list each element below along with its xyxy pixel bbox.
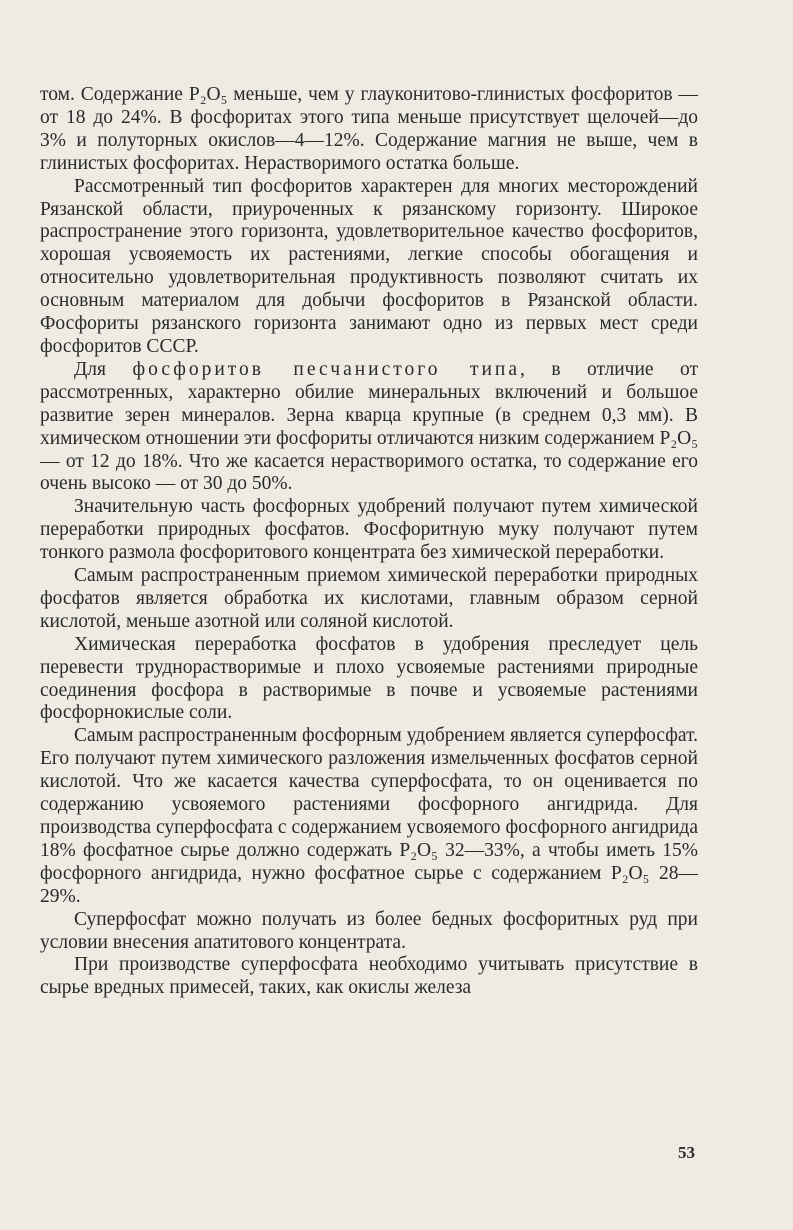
paragraph-body: , в отличие от рассмотренных, характерно обилие минеральных включений и большое развитие зерен минералов. Зерна кварца крупные (в среднем 0,3 мм). В химическом отношении эти фосфориты отличаются низким содержанием P₂O₅— от 12 до 18%. Что же касается нерастворимого остатка, то содержание его очень высоко — от 30 до 50%. <box>40 358 699 495</box>
paragraph-acid-treatment: Самым распространенным приемом химической переработки природных фосфатов является обработка их кислотами, главным образом серной кислотой, меньше азотной или соляной кислотой. <box>40 565 698 632</box>
page-number: 53 <box>678 1143 695 1162</box>
paragraph-lead-word: Для <box>74 358 107 380</box>
paragraph-impurities: При производстве суперфосфата необходимо учитывать присутствие в сырье вредных примесей, таких, как окислы железа <box>40 954 698 999</box>
paragraph-chemical-processing: Значительную часть фосфорных удобрений получают путем химической переработки природных фосфатов. Фосфоритную муку получают путем тонкого размола фосфоритового концентрата без химической переработки. <box>40 496 698 564</box>
paragraph-poor-ores: Суперфосфат можно получать из более бедных фосфоритных руд при условии внесения апатитового концентрата. <box>40 908 698 953</box>
paragraph-processing-goal: Химическая переработка фосфатов в удобрения преследует цель перевести труднорастворимые и плохо усвояемые растениями природные соединения фосфора в растворимые в почве и усвояемые растениями фосфорнокислые соли. <box>40 633 698 724</box>
body-text <box>40 84 698 1000</box>
paragraph-continuation: том. Содержание P₂O₅ меньше, чем у глауконитово-глинистых фосфоритов — от 18 до 24%. В фосфоритах этого типа меньше присутствует щелочей—до 3% и полуторных окислов—4—12%. Содержание магния не выше, чем в глинистых фосфоритах. Нерастворимого остатка больше. <box>40 84 698 174</box>
paragraph-superphosphate: Самым распространенным фосфорным удобрением является суперфосфат. Его получают путем химического разложения измельченных фосфатов серной кислотой. Что же касается качества суперфосфата, то он оценивается по содержанию усвояемого растениями фосфорного ангидрида. Для производства суперфосфата с содержанием усвояемого фосфорного ангидрида 18% фосфатное сырье должно содержать P₂O₅ 32—33%, а чтобы иметь 15% фосфорного ангидрида, нужно фосфатное сырье с содержанием P₂O₅ 28—29%. <box>40 725 698 907</box>
paragraph-ryazan-phosphorites: Рассмотренный тип фосфоритов характерен для многих месторождений Рязанской области, приуроченных к рязанскому горизонту. Широкое распространение этого горизонта, удовлетворительное качество фосфоритов, хорошая усвояемость их растениями, легкие способы обогащения и относительно удовлетворительная продуктивность позволяют считать их основным материалом для добычи фосфоритов в Рязанской области. Фосфориты рязанского горизонта занимают одно из первых мест среди фосфоритов СССР. <box>40 175 698 357</box>
paragraph-sandy-phosphorites <box>40 359 698 496</box>
emphasized-term: фосфоритов песчанистого типа <box>132 358 521 380</box>
